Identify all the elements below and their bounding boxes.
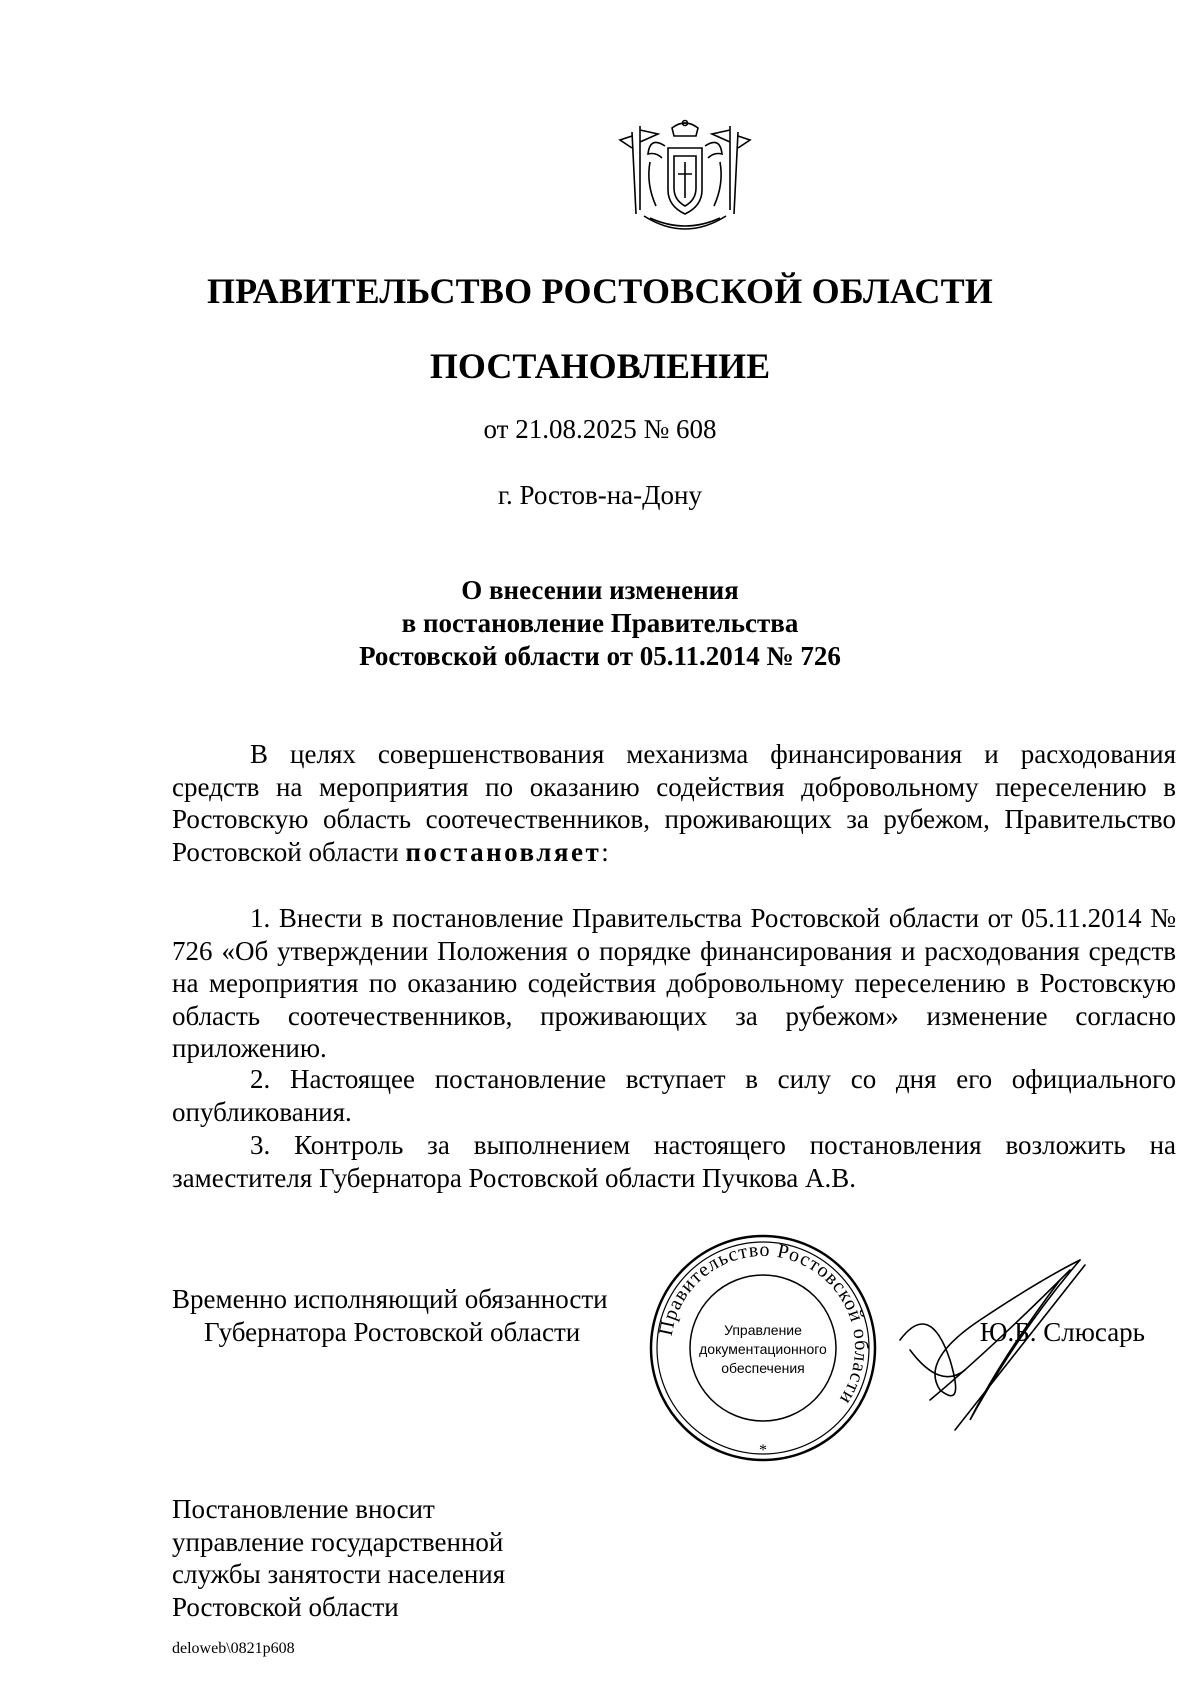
signer-position [172,1283,608,1349]
file-reference: deloweb\0821p608 [172,1640,295,1657]
document-type: ПОСТАНОВЛЕНИЕ [429,346,771,386]
document-date-number: от 21.08.2025 № 608 [483,414,717,444]
seal-inner-line: обеспечения [721,1360,805,1376]
coat-of-arms-icon [610,118,760,236]
preamble-colon: : [601,836,609,867]
document-subject [0,574,1200,673]
subject-line: Ростовской области от 05.11.2014 № 726 [359,641,841,671]
clause-3: 3. Контроль за выполнением настоящего постановления возложить на заместителя Губернатора Ростовской области Пучкова А.В. [172,1130,1176,1193]
subject-line: О внесении изменения [461,575,739,605]
government-title: ПРАВИТЕЛЬСТВО РОСТОВСКОЙ ОБЛАСТИ [206,271,994,311]
preamble-text: В целях совершенствования механизма финансирования и расходования средств на мероприятия по оказанию содействия добровольному переселению в Ростовскую область соотечественников, проживающих за рубежом, Правительство Ростовской области [172,739,1176,867]
introduced-line: Ростовской области [172,1591,399,1622]
document-city: г. Ростов-на-Дону [497,480,702,510]
introduced-line: Постановление вносит [172,1494,435,1524]
resolves-keyword: постановляет [405,836,602,867]
introduced-line: службы занятости населения [172,1559,506,1589]
seal-inner-line: Управление [724,1322,802,1338]
seal-star-icon: * [759,1442,767,1459]
clause-2: 2. Настоящее постановление вступает в силу со дня его официального опубликования. [172,1064,1176,1127]
introduced-by-note [172,1493,505,1623]
position-line: Губернатора Ростовской области [204,1317,581,1347]
introduced-line: управление государственной [172,1526,504,1557]
position-line: Временно исполняющий обязанности [172,1284,608,1314]
signer-name: Ю.Б. Слюсарь [979,1317,1145,1347]
clause-1: 1. Внести в постановление Правительства Ростовской области от 05.11.2014 № 726 «Об утверждении Положения о порядке финансирования и расходования средств на мероприятия по оказанию содействия добровольному переселению в Ростовскую область соотечественников, проживающих за рубежом» изменение согласно приложению. [172,903,1176,1063]
preamble-paragraph [172,738,1176,868]
seal-inner-line: документационного [699,1341,827,1357]
subject-line: в постановление Правительства [401,608,799,638]
official-seal [648,1233,878,1463]
seal-outer-text: Правительство Ростовской области [654,1238,873,1409]
